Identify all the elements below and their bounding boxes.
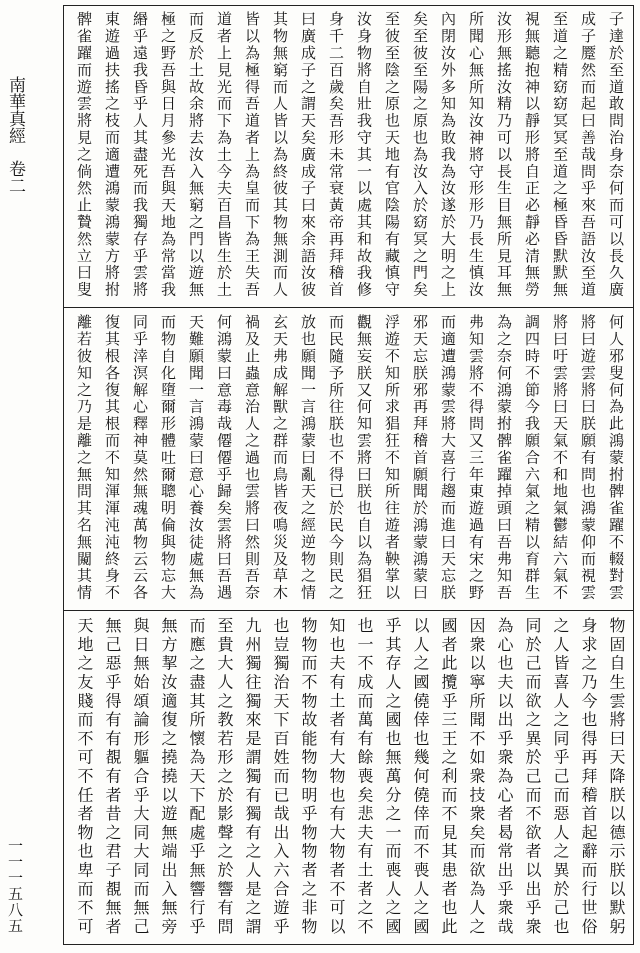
text-column: 汝身物將自壯我守其一以處其和故我修 <box>355 11 373 299</box>
text-column: 玄天弗成解獸之群而鳥皆夜鳴災及草木 <box>271 314 289 602</box>
text-column: 調四時不節今我願合六氣之精以育群生 <box>523 314 541 602</box>
text-column: 身求之乃今也得再拜稽首起辭而行世俗 <box>579 617 598 937</box>
text-column: 所聞心無所知汝神將守形形乃長生慎汝 <box>467 11 485 299</box>
panel-bottom <box>70 617 630 943</box>
text-column: 與日無始頌論形軀合乎大同大同而無己 <box>131 617 150 937</box>
text-column: 至貴大人之教若形之於影聲之於響有問 <box>215 617 234 937</box>
text-column: 為之奈何鴻蒙拊髀雀躍掉頭曰吾弗知吾 <box>495 314 513 602</box>
text-column: 身千二百歲矣吾形未常衰黃帝再拜稽首 <box>327 11 345 299</box>
text-column: 而物自化墮爾形體吐爾聰明倫與物忘大 <box>159 314 177 602</box>
text-column: 以人之國僥倖也幾何僥倖而不喪人之國 <box>411 617 430 937</box>
text-column: 而反於土故余將去汝入無窮之門以遊無 <box>187 11 205 299</box>
text-column: 復其根各復其根而不知渾渾沌沌終身不 <box>103 314 121 602</box>
text-column: 邪天忘朕邪再拜稽首願聞於鴻蒙鴻蒙曰 <box>411 314 429 602</box>
text-column: 物固自生雲將曰天降朕以德示朕以默躬 <box>607 617 626 937</box>
text-column: 道者上見光而下為土今夫百昌皆生於土 <box>215 11 233 299</box>
text-column: 放也願聞一言鴻蒙曰亂天之經逆物之情 <box>299 314 317 602</box>
text-column: 天難願聞一言鴻蒙曰意心養汝徒處無為 <box>187 314 205 602</box>
text-column: 汝形無搖汝精乃可以長生目無所見耳無 <box>495 11 513 299</box>
volume-label: 卷二 <box>5 160 25 194</box>
text-column: 極之野吾與日月參光吾與天地為常當我 <box>159 11 177 299</box>
text-column: 何鴻蒙曰意毒哉僊僊乎歸矣雲將曰吾遇 <box>215 314 233 602</box>
text-column: 知也夫有土者有大物也有大物者不可以 <box>327 617 346 937</box>
text-column: 為心也夫以出乎衆為心者曷常出乎衆哉 <box>495 617 514 937</box>
text-column: 同於己而欲之異於己而不欲者以出乎衆 <box>523 617 542 937</box>
text-column: 國者此攬乎三王之利而不見其患者也此 <box>439 617 458 937</box>
text-column: 之人皆喜人之同乎己而惡人之異於己也 <box>551 617 570 937</box>
panel-divider <box>63 307 634 308</box>
page-number: 一一一五八五 <box>6 838 24 934</box>
text-column: 將曰吁雲將曰天氣不和地氣鬱結六氣不 <box>551 314 569 602</box>
text-column: 東遊過扶搖之枝而適遭鴻蒙鴻蒙方將拊 <box>103 11 121 299</box>
text-column: 矣至彼至陽之原也為汝入於窈冥之門矣 <box>411 11 429 299</box>
text-column: 其物無窮而人皆以為終彼其物無測而人 <box>271 11 289 299</box>
text-column: 弗知雲將不得問又三年東遊過有宋之野 <box>467 314 485 602</box>
book-title: 南華真經 <box>5 76 25 144</box>
panel-divider <box>63 610 634 611</box>
text-column: 曰廣成子之謂天矣廣成子曰來余語汝彼 <box>299 11 317 299</box>
text-column: 至彼至陰之原也天地有官陰陽有藏慎守 <box>383 11 401 299</box>
text-column: 而適遭鴻蒙雲將大喜行趨而進曰天忘朕 <box>439 314 457 602</box>
text-column: 因衆以寧所聞不如衆技衆矣而欲為人之 <box>467 617 486 937</box>
text-column: 內閉汝外多知為敗我為汝遂於大明之上 <box>439 11 457 299</box>
text-column: 緡乎遠我昏乎人其盡死而我獨存乎雲將 <box>131 11 149 299</box>
text-column: 無己惡乎得有有覩有者昔之君子覩無者 <box>103 617 122 937</box>
text-column: 而民隨予所往朕也不得已於民今則民之 <box>327 314 345 602</box>
text-column: 至道之精窈窈冥冥至道之極昏昏默默無 <box>551 11 569 299</box>
panel-middle <box>70 314 630 606</box>
text-column: 髀雀躍而遊雲將見之倘然止贄然立曰叟 <box>75 11 93 299</box>
text-column: 離若彼知之乃是離之無問其名無闚其情 <box>75 314 93 602</box>
text-column: 物物而不物故能物物明乎物物者之非物 <box>299 617 318 937</box>
text-column: 無方挈汝適復之撓撓以遊無端出入無旁 <box>159 617 178 937</box>
text-column: 皆以為極得吾道者上為皇而下為王失吾 <box>243 11 261 299</box>
text-column: 乎其存人之國也無萬分之一而喪人之國 <box>383 617 402 937</box>
text-column: 視無聽抱神以靜形將自正必靜必清無勞 <box>523 11 541 299</box>
text-column: 也豈獨治天下百姓而已哉出入六合遊乎 <box>271 617 290 937</box>
text-column: 九州獨往獨來是謂獨有獨有之人是之謂 <box>243 617 262 937</box>
text-column: 而應之盡其所懷為天下配處乎無響行乎 <box>187 617 206 937</box>
text-column: 將曰遊雲將曰朕願有問也鴻蒙仰而視雲 <box>579 314 597 602</box>
text-column: 同乎涬溟解心釋神莫然無魂萬物云云各 <box>131 314 149 602</box>
text-column: 浮遊不知所求猖狂不知所往遊者鞅掌以 <box>383 314 401 602</box>
text-column: 禍及止蟲意治人之過也雲將曰然則吾奈 <box>243 314 261 602</box>
text-column: 成子蹷然而起曰善哉問乎來吾語汝至道 <box>579 11 597 299</box>
text-column: 子達於至道敢問治身奈何而可以長久廣 <box>607 11 625 299</box>
panel-top <box>70 11 630 303</box>
text-column: 天地之友賤而不可不任者物也卑而不可 <box>75 617 94 937</box>
text-column: 也一不成而萬有餘喪矣悲夫有土者之不 <box>355 617 374 937</box>
text-column: 觀無妄朕又何知雲將曰朕也自以為猖狂 <box>355 314 373 602</box>
text-column: 何人邪叟何為此鴻蒙拊髀雀躍不輟對雲 <box>607 314 625 602</box>
